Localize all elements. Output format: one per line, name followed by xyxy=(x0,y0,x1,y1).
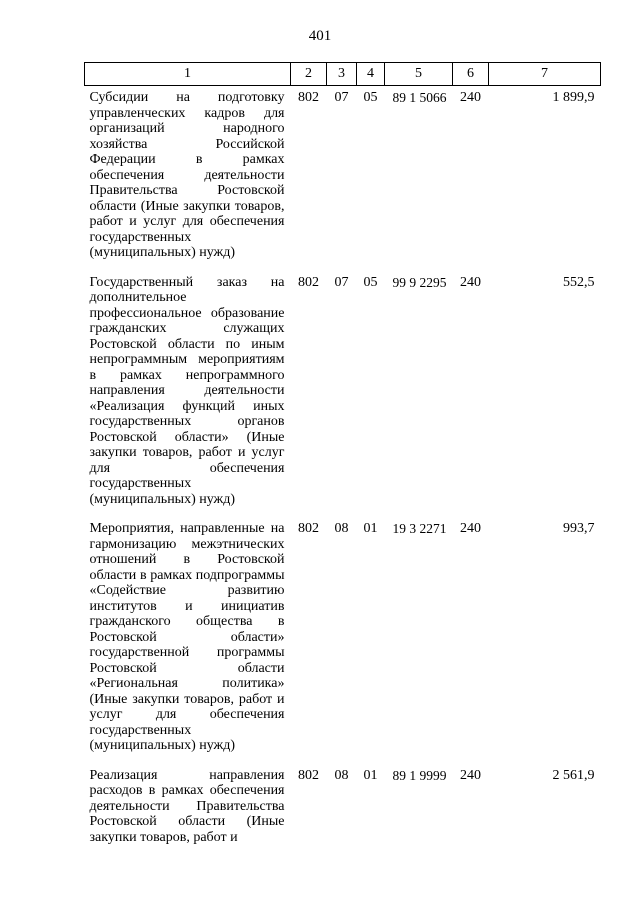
row-expense-type: 240 xyxy=(460,274,481,290)
row-ministry-code: 802 xyxy=(298,767,319,783)
header-col-2: 2 xyxy=(291,63,327,86)
row-description: Государственный заказ на дополнительное профессиональное образование гражданских служащих Ростовской области по иным непрограммным мероприятиям в рамках непрограммного направления деятельности «Реализация функций иных государственных органов Ростовской области» (Иные закупки товаров, работ и услуг для обеспечения государственных (муниципальных) нужд) xyxy=(89,274,285,507)
budget-table xyxy=(84,62,601,855)
row-section: 07 xyxy=(334,90,349,105)
row-target-article: 89 1 9999 xyxy=(392,767,447,783)
page-number: 401 xyxy=(308,28,332,44)
row-expense-type: 240 xyxy=(460,521,481,536)
row-ministry-code: 802 xyxy=(298,521,319,536)
row-amount: 993,7 xyxy=(563,521,595,536)
header-row xyxy=(85,63,601,86)
table-row xyxy=(85,517,601,764)
row-expense-type: 240 xyxy=(460,767,481,783)
row-amount: 2 561,9 xyxy=(552,767,595,783)
row-target-article: 89 1 5066 xyxy=(392,90,447,105)
row-section: 08 xyxy=(334,521,349,536)
row-subsection: 05 xyxy=(363,90,378,105)
header-col-7: 7 xyxy=(489,63,601,86)
header-col-6: 6 xyxy=(453,63,489,86)
row-section: 07 xyxy=(334,274,349,290)
row-subsection: 05 xyxy=(363,274,378,290)
row-target-article: 19 3 2271 xyxy=(392,521,447,536)
row-ministry-code: 802 xyxy=(298,274,319,290)
row-target-article: 99 9 2295 xyxy=(392,274,447,290)
row-subsection: 01 xyxy=(363,767,378,783)
row-amount: 1 899,9 xyxy=(552,90,595,105)
row-description: Реализация направления расходов в рамках обеспечения деятельности Правительства Ростовской области (Иные закупки товаров, работ и xyxy=(89,767,285,845)
table-row xyxy=(85,86,601,271)
table-row xyxy=(85,764,601,856)
header-col-5: 5 xyxy=(385,63,453,86)
row-subsection: 01 xyxy=(363,521,378,536)
header-col-1: 1 xyxy=(85,63,291,86)
row-ministry-code: 802 xyxy=(298,90,319,105)
row-section: 08 xyxy=(334,767,349,783)
row-amount: 552,5 xyxy=(563,274,595,290)
row-description: Мероприятия, направленные на гармонизацию межэтнических отношений в Ростовской области в рамках подпрограммы «Содействие развитию институтов и инициатив гражданского общества в Ростовской области» государственной программы Ростовской области «Региональная политика» (Иные закупки товаров, работ и услуг для обеспечения государственных (муниципальных) нужд) xyxy=(89,521,285,753)
row-description: Субсидии на подготовку управленческих кадров для организаций народного хозяйства Российской Федерации в рамках обеспечения деятельности Правительства Ростовской области (Иные закупки товаров, работ и услуг для обеспечения государственных (муниципальных) нужд) xyxy=(89,90,285,260)
row-expense-type: 240 xyxy=(460,90,481,105)
table-row xyxy=(85,271,601,518)
header-col-4: 4 xyxy=(357,63,385,86)
header-col-3: 3 xyxy=(327,63,357,86)
